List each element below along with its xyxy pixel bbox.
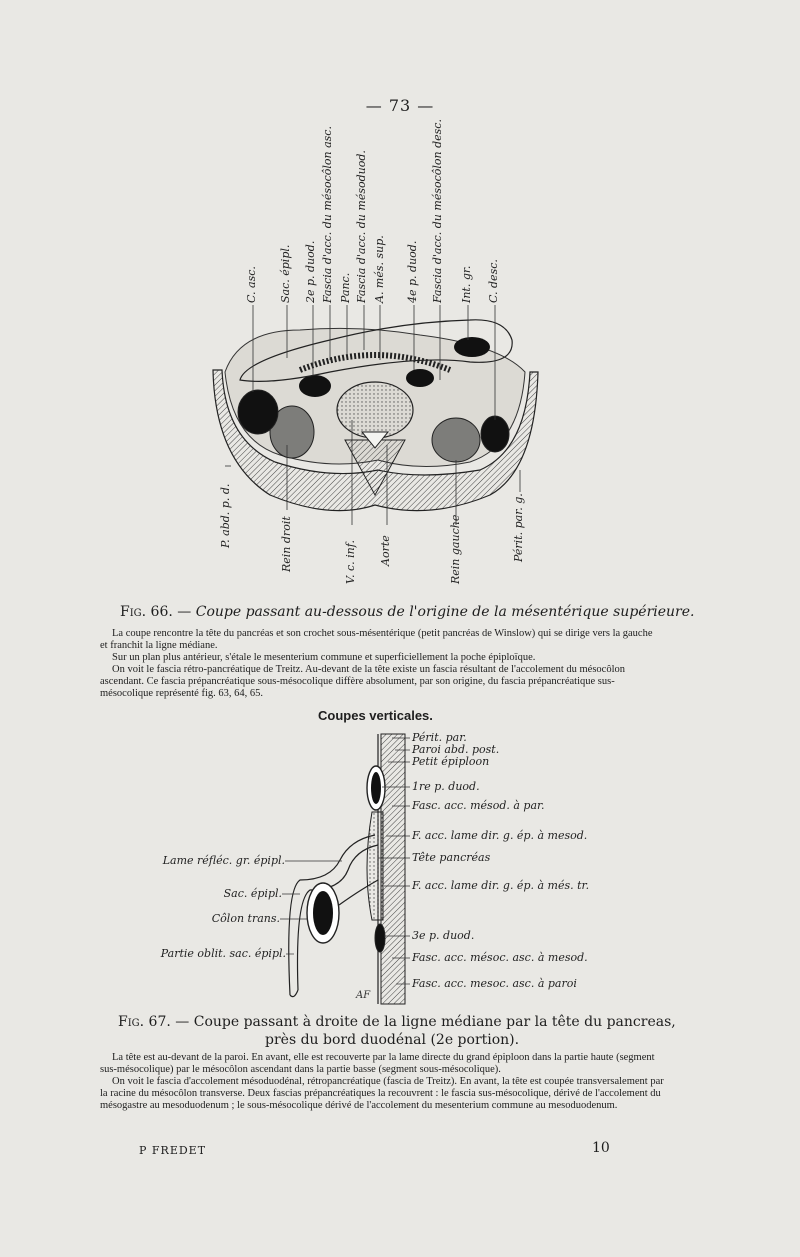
fig67-label-f-acc-lame-mes-tr: F. acc. lame dir. g. ép. à més. tr. [412, 879, 590, 892]
fig66-label-rein-droit: Rein droit [280, 516, 293, 572]
fig67-paragraph: La tête est au-devant de la paroi. En avant, elle est recouverte par la lame directe du grand épiploon dans la partie haute (segment sus-mésocolique) par le mésocôlon ascendant dans la partie basse (segment sous-mésocolique). [100, 1052, 655, 1075]
fig67-label-fasc-mesoc-asc-paroi: Fasc. acc. mesoc. asc. à paroi [412, 977, 577, 990]
fig67-label-perit-par: Périt. par. [412, 731, 467, 744]
section-title: Coupes verticales. [318, 708, 433, 723]
fig67-caption-prefix: Fig. 67. — [118, 1014, 190, 1030]
fig66-paragraph: Sur un plan plus antérieur, s'étale le mesenterium commune et superficiellement la poche épiploïque. [112, 652, 536, 663]
svg-text:AF: AF [356, 990, 371, 1001]
fig67-label-fasc-mesoc-asc-mesod: Fasc. acc. mésoc. asc. à mesod. [412, 951, 588, 964]
fig67-label-petit-epiploon: Petit épiploon [412, 755, 490, 768]
page-number: — 73 — [365, 96, 435, 115]
fig66-label-c-desc: C. desc. [487, 259, 500, 303]
fig67-label-3e-p-duod: 3e p. duod. [412, 929, 475, 942]
fig67-label-partie-oblit: Partie oblit. sac. épipl. [160, 947, 286, 960]
fig66-label-fascia-mesocolon-desc: Fascia d'acc. du mésocôlon desc. [431, 119, 444, 303]
fig66-label-c-asc: C. asc. [245, 266, 258, 303]
fig66-label-sac-epipl: Sac. épipl. [279, 244, 292, 303]
fig66-caption-prefix: Fig. 66. — [120, 604, 192, 620]
fig66-label-a-mes-sup: A. més. sup. [373, 235, 386, 303]
fig66-label-aorte: Aorte [379, 535, 392, 566]
fig67-label-tete-pancreas: Tête pancréas [412, 851, 491, 864]
fig67-label-sac-epipl: Sac. épipl. [223, 887, 282, 900]
fig66-label-perit-par-g: Périt. par. g. [512, 493, 525, 562]
fig67-paragraph: On voit le fascia d'accolement mésoduodénal, rétropancréatique (fascia de Treitz). En avant, la tête est coupée transversalement par la racine du mésocôlon transverse. Deux fascias prépancréatiques la recouvrent : le fascia sus-mésocolique, dérivé de l'accolement du mésogastre au mesoduodenum ; le sous-mésocolique dérivé de l'accolement du mesenterium commune au mesoduodenum. [100, 1076, 664, 1111]
fig66-label-rein-gauche: Rein gauche [449, 514, 462, 584]
fig66-label-2e-p-duod: 2e p. duod. [304, 240, 317, 303]
fig67-label-colon-trans: Côlon trans. [211, 912, 280, 925]
fig67-label-fasc-mesod-par: Fasc. acc. mésod. à par. [412, 799, 545, 812]
fig67-caption-line2: près du bord duodénal (2e portion). [265, 1032, 520, 1048]
fig67-caption-line1: Coupe passant à droite de la ligne médiane par la tête du pancreas, [193, 1014, 676, 1030]
footer-author: P FREDET [139, 1144, 207, 1157]
fig66-caption-text: Coupe passant au-dessous de l'origine de la mésentérique supérieure. [195, 604, 695, 620]
fig66-paragraph: La coupe rencontre la tête du pancréas et son crochet sous-mésentérique (petit pancréas de Winslow) qui se dirige vers la gauche et franchit la ligne médiane. [100, 628, 653, 651]
footer-signature-number: 10 [592, 1140, 610, 1156]
fig67-caption [118, 1014, 718, 1030]
fig66-label-v-c-inf: V. c. inf. [344, 540, 357, 584]
fig67-label-1re-p-duod: 1re p. duod. [412, 780, 480, 793]
fig67-label-f-acc-lame-mesod: F. acc. lame dir. g. ép. à mesod. [412, 829, 588, 842]
fig66-paragraph: On voit le fascia rétro-pancréatique de Treitz. Au-devant de la tête existe un fascia résultant de l'accolement du mésocôlon ascendant. Ce fascia prépancréatique sous-mésocolique diffère absolument, par son origine, du fascia prépancréatique sus-mésocolique représenté fig. 63, 64, 65. [100, 664, 625, 699]
fig66-label-panc: Panc. [339, 272, 352, 303]
fig66-label-4e-p-duod: 4e p. duod. [406, 240, 419, 303]
fig67-label-lame-reflec: Lame réfléc. gr. épipl. [162, 854, 285, 867]
fig66-label-p-abd-p-d: P. abd. p. d. [219, 483, 232, 548]
fig66-label-fascia-mesoduod: Fascia d'acc. du mésoduod. [355, 150, 368, 303]
fig67-label-paroi-abd-post: Paroi abd. post. [412, 743, 500, 756]
fig66-label-fascia-mesocolon-asc: Fascia d'acc. du mésocôlon asc. [321, 126, 334, 303]
fig66-label-int-gr: Int. gr. [460, 265, 473, 303]
fig67-description [100, 1052, 668, 1112]
